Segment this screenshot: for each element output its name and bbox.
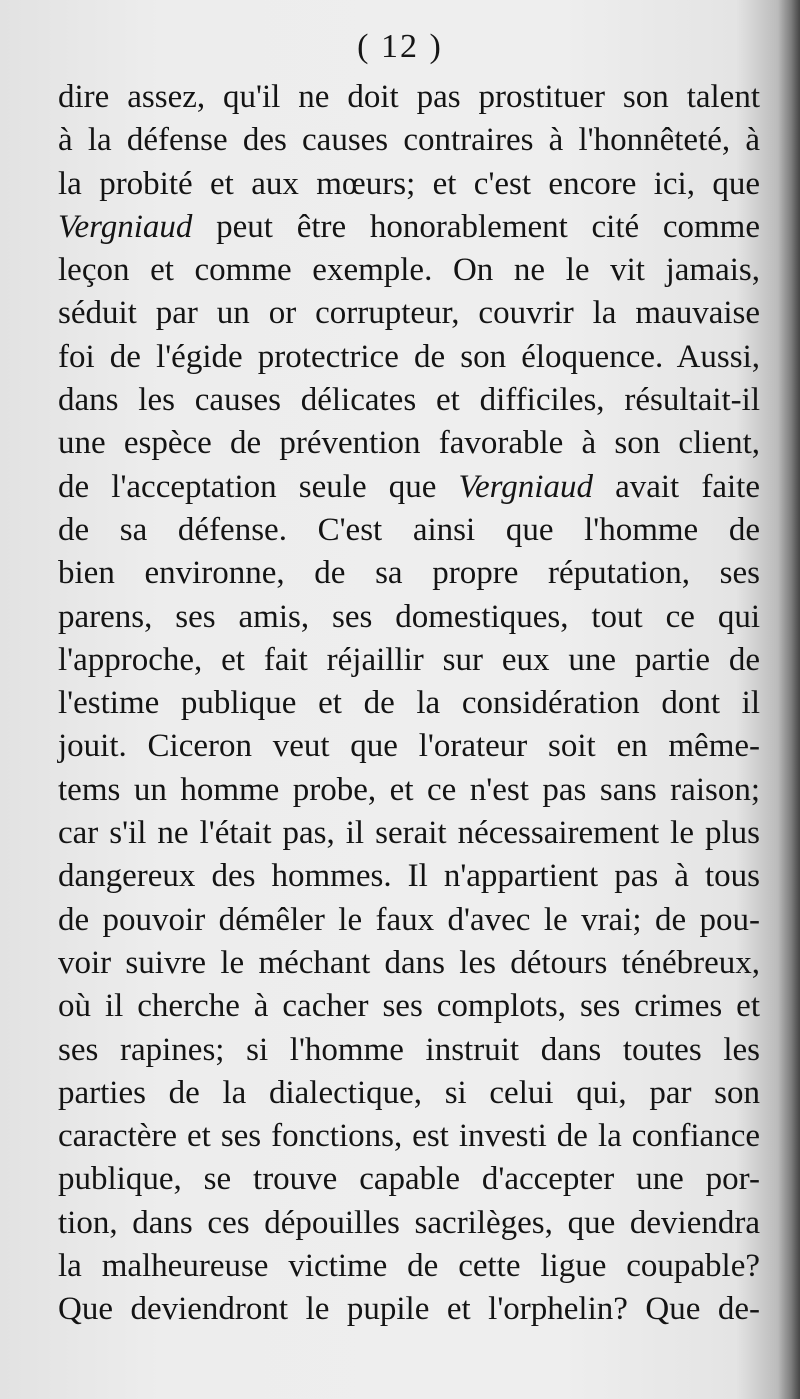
text-line: tion, dans ces dépouilles sacrilèges, que deviendra bbox=[58, 1204, 760, 1241]
text-line: parens, ses amis, ses domestiques, tout ce qui bbox=[58, 598, 760, 635]
italic-name: Vergniaud bbox=[458, 468, 593, 505]
text-line: à la défense des causes contraires à l'honnêteté, à bbox=[58, 122, 760, 159]
text-line: publique, se trouve capable d'accepter une por- bbox=[58, 1161, 760, 1198]
text-line: foi de l'égide protectrice de son éloquence. Aussi, bbox=[58, 338, 760, 375]
text-line: séduit par un or corrupteur, couvrir la mauvaise bbox=[58, 295, 760, 332]
text-line: l'approche, et fait réjaillir sur eux une partie de bbox=[58, 641, 760, 678]
text-line: car s'il ne l'était pas, il serait nécessairement le plus bbox=[58, 815, 760, 852]
italic-name: Vergniaud bbox=[58, 208, 193, 245]
text-line: la probité et aux mœurs; et c'est encore ici, que bbox=[58, 165, 760, 202]
text-line: caractère et ses fonctions, est investi de la confiance bbox=[58, 1118, 760, 1155]
text-line: l'estime publique et de la considération dont il bbox=[58, 685, 760, 722]
text-line: dangereux des hommes. Il n'appartient pas à tous bbox=[58, 858, 760, 895]
page-binding-shadow bbox=[778, 0, 800, 1399]
text-line: parties de la dialectique, si celui qui, par son bbox=[58, 1074, 760, 1111]
text-line: la malheureuse victime de cette ligue coupable? bbox=[58, 1248, 760, 1285]
text-line: jouit. Ciceron veut que l'orateur soit en même- bbox=[58, 728, 760, 765]
text-line: une espèce de prévention favorable à son client, bbox=[58, 425, 760, 462]
text-line: dans les causes délicates et difficiles, résultait-il bbox=[58, 382, 760, 419]
text-line: dire assez, qu'il ne doit pas prostituer son talent bbox=[58, 79, 760, 115]
body-text bbox=[58, 76, 760, 1332]
text-line: où il cherche à cacher ses complots, ses crimes et bbox=[58, 988, 760, 1025]
text-line: de l'acceptation seule que Vergniaud avait faite bbox=[58, 468, 760, 505]
text-line: tems un homme probe, et ce n'est pas sans raison; bbox=[58, 771, 760, 808]
text-line: bien environne, de sa propre réputation, ses bbox=[58, 555, 760, 592]
text-line: leçon et comme exemple. On ne le vit jamais, bbox=[58, 252, 760, 289]
text-line: Vergniaud peut être honorablement cité comme bbox=[58, 208, 760, 245]
text-line: Que deviendront le pupile et l'orphelin? Que de- bbox=[58, 1291, 760, 1328]
text-line: ses rapines; si l'homme instruit dans toutes les bbox=[58, 1031, 760, 1068]
text-line: de sa défense. C'est ainsi que l'homme de bbox=[58, 511, 760, 548]
text-line: de pouvoir démêler le faux d'avec le vrai; de pou- bbox=[58, 901, 760, 938]
text-line: voir suivre le méchant dans les détours ténébreux, bbox=[58, 944, 760, 981]
page-number: ( 12 ) bbox=[357, 28, 443, 65]
